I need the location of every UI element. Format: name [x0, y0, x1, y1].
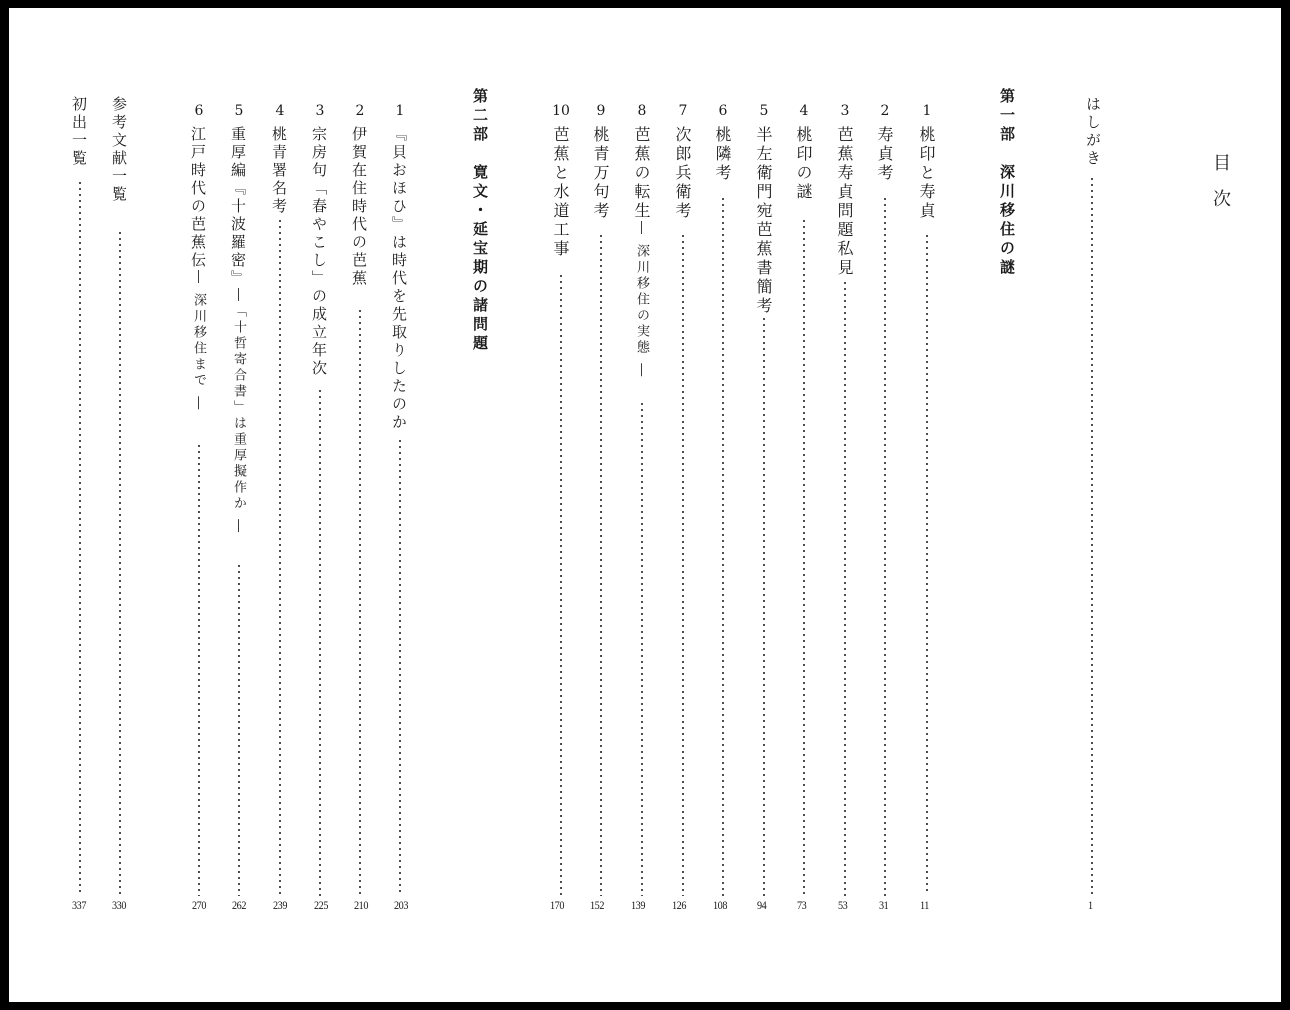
item-number: 10	[552, 103, 570, 119]
item-number: 2	[355, 103, 365, 119]
leader-dots	[803, 218, 805, 896]
part2-heading: 第二部 寛文・延宝期の諸問題	[471, 88, 489, 354]
toc-item-label: 芭蕉の転生― 深川移住の実態 ―	[632, 126, 651, 380]
toc-item-page: 330	[112, 898, 127, 912]
toc-item-label: 芭蕉寿貞問題私見	[835, 126, 854, 278]
item-number: 3	[840, 103, 850, 119]
leader-dots	[1091, 176, 1093, 896]
item-number: 4	[275, 103, 285, 119]
toc-title: 目次	[1210, 153, 1231, 225]
item-number: 8	[637, 103, 647, 119]
leader-dots	[844, 280, 846, 896]
toc-item-page: 31	[879, 898, 889, 912]
item-number: 1	[395, 103, 405, 119]
toc-item-label: 『貝おほひ』は時代を先取りしたのか	[390, 126, 408, 432]
part1-heading: 第一部 深川移住の謎	[998, 88, 1016, 278]
toc-item-label: 江戸時代の芭蕉伝― 深川移住まで ―	[189, 126, 207, 413]
toc-item-page: 152	[590, 898, 605, 912]
leader-dots	[238, 563, 240, 896]
toc-item-page: 262	[232, 898, 247, 912]
toc-item-page: 210	[354, 898, 369, 912]
toc-item-page: 108	[713, 898, 728, 912]
item-number: 6	[718, 103, 728, 119]
leader-dots	[682, 233, 684, 896]
leader-dots	[399, 438, 401, 896]
leader-dots	[359, 308, 361, 896]
item-number: 3	[315, 103, 325, 119]
toc-item-page: 126	[672, 898, 687, 912]
toc-item-label: 参考文献一覧	[110, 96, 128, 204]
item-number: 5	[759, 103, 769, 119]
preface-label: はしがき	[1084, 96, 1102, 168]
item-number: 2	[880, 103, 890, 119]
toc-item-label: 桃印の謎	[794, 126, 813, 202]
toc-item-page: 73	[797, 898, 807, 912]
toc-item-page: 94	[757, 898, 767, 912]
toc-item-page: 53	[838, 898, 848, 912]
leader-dots	[319, 388, 321, 896]
toc-item-label: 寿貞考	[875, 126, 894, 183]
leader-dots	[119, 230, 121, 896]
item-number: 6	[194, 103, 204, 119]
toc-item-label: 初出一覧	[70, 96, 88, 168]
toc-item-label: 桃青署名考	[270, 126, 288, 216]
item-number: 7	[678, 103, 688, 119]
toc-item-label: 伊賀在住時代の芭蕉	[350, 126, 368, 288]
leader-dots	[79, 180, 81, 896]
toc-item-label: 半左衛門宛芭蕉書簡考	[754, 126, 773, 316]
toc-item-label: 重厚編『十波羅密』―「十哲寄合書」は重厚擬作か ―	[229, 126, 247, 536]
leader-dots	[641, 401, 643, 896]
toc-item-label: 桃隣考	[713, 126, 732, 183]
toc-item-page: 225	[314, 898, 329, 912]
toc-item-label: 宗房句「春やこし」の成立年次	[310, 126, 328, 378]
leader-dots	[198, 443, 200, 896]
leader-dots	[560, 273, 562, 896]
leader-dots	[926, 233, 928, 895]
leader-dots	[600, 233, 602, 896]
toc-item-page: 203	[394, 898, 409, 912]
toc-item-label: 桃印と寿貞	[917, 126, 936, 221]
leader-dots	[722, 196, 724, 896]
preface-page: 1	[1088, 898, 1093, 912]
toc-item-page: 239	[273, 898, 288, 912]
toc-item-label: 桃青万句考	[591, 126, 610, 221]
leader-dots	[279, 218, 281, 896]
toc-item-label: 芭蕉と水道工事	[551, 126, 570, 259]
item-number: 9	[596, 103, 606, 119]
toc-item-page: 139	[631, 898, 646, 912]
item-number: 5	[234, 103, 244, 119]
page	[9, 8, 1281, 1002]
leader-dots	[763, 316, 765, 896]
item-number: 1	[922, 103, 932, 119]
toc-item-page: 270	[192, 898, 207, 912]
toc-item-page: 11	[920, 898, 929, 912]
toc-item-page: 170	[550, 898, 565, 912]
item-number: 4	[799, 103, 809, 119]
leader-dots	[884, 196, 886, 896]
toc-item-page: 337	[72, 898, 87, 912]
toc-item-label: 次郎兵衛考	[673, 126, 692, 221]
